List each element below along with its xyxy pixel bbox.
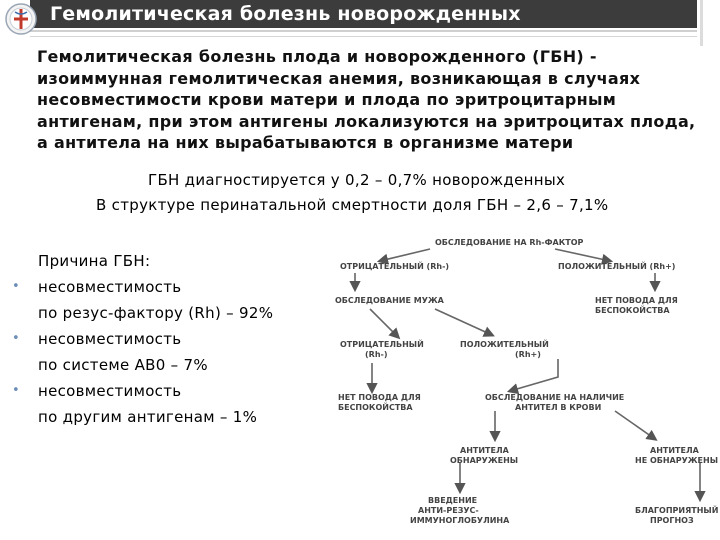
flow-treatment: ВВЕДЕНИЕ [428, 496, 478, 505]
cause-item-title: несовместимость [38, 330, 182, 348]
definition-line: изоиммунная гемолитическая анемия, возникающая в случаях [37, 68, 641, 88]
flow-prognosis: БЛАГОПРИЯТНЫЙ [635, 506, 719, 515]
definition-line: Гемолитическая болезнь плода и новорожденного (ГБН) - [37, 47, 597, 66]
slide-header [0, 0, 720, 30]
definition-line: несовместимости крови матери и плода по эритроцитарным [37, 90, 617, 109]
rh-screening-flowchart [310, 235, 719, 535]
flow-noworry-1b: БЕСПОКОЙСТВА [595, 306, 670, 315]
perinatal-stat: В структуре перинатальной смертности доля ГБН – 2,6 – 7,1% [96, 196, 609, 214]
flow-antibodies-notfound: АНТИТЕЛА [650, 446, 699, 455]
medical-emblem-icon [3, 2, 39, 36]
arrow-antibody-notfound [615, 411, 655, 439]
flow-antibody-test-b: АНТИТЕЛ В КРОВИ [515, 403, 602, 412]
flow-negative: ОТРИЦАТЕЛЬНЫЙ (Rh-) [340, 262, 450, 271]
flow-antibody-test: ОБСЛЕДОВАНИЕ НА НАЛИЧИЕ [485, 393, 625, 402]
flow-antibodies-notfound-b: НЕ ОБНАРУЖЕНЫ [635, 456, 719, 465]
header-side-rule [700, 0, 703, 46]
flow-husband-negative-b: (Rh-) [365, 350, 388, 359]
flow-noworry-2: НЕТ ПОВОДА ДЛЯ [338, 393, 421, 402]
flow-noworry-1: НЕТ ПОВОДА ДЛЯ [595, 296, 678, 305]
flow-treatment-b: АНТИ-РЕЗУС- [418, 506, 479, 515]
flow-treatment-c: ИММУНОГЛОБУЛИНА [410, 516, 510, 525]
flow-husband-test: ОБСЛЕДОВАНИЕ МУЖА [335, 296, 444, 305]
bullet-icon: • [12, 383, 20, 398]
cause-item-detail: по системе АВ0 – 7% [38, 356, 208, 374]
definition-line: антигенам, при этом антигены локализуются на эритроцитах плода, [37, 111, 696, 131]
incidence-stat: ГБН диагностируется у 0,2 – 0,7% новорожденных [148, 171, 566, 189]
header-divider-thin [30, 36, 697, 37]
flow-positive: ПОЛОЖИТЕЛЬНЫЙ (Rh+) [558, 262, 676, 271]
flow-root: ОБСЛЕДОВАНИЕ НА Rh-ФАКТОР [435, 238, 584, 247]
bullet-icon: • [12, 279, 20, 294]
arrow-husband-negative [370, 309, 398, 337]
flow-antibodies-found-b: ОБНАРУЖЕНЫ [450, 456, 519, 465]
arrow-root-positive [555, 249, 610, 261]
definition-line: а антитела на них вырабатываются в организме матери [37, 133, 574, 152]
arrow-husband-positive [435, 309, 492, 335]
arrow-positive-antibody [510, 359, 558, 391]
cause-item-title: несовместимость [38, 382, 182, 400]
bullet-icon: • [12, 331, 20, 346]
slide-title: Гемолитическая болезнь новорожденных [50, 3, 521, 25]
flow-husband-positive-b: (Rh+) [515, 350, 541, 359]
definition-paragraph [37, 46, 717, 154]
flow-antibodies-found: АНТИТЕЛА [460, 446, 509, 455]
cause-item-detail: по резус-фактору (Rh) – 92% [38, 304, 274, 322]
arrow-root-negative [380, 249, 430, 261]
causes-heading: Причина ГБН: [38, 252, 151, 270]
flow-husband-negative: ОТРИЦАТЕЛЬНЫЙ [340, 340, 424, 349]
cause-item-title: несовместимость [38, 278, 182, 296]
cause-item-detail: по другим антигенам – 1% [38, 408, 258, 426]
flow-husband-positive: ПОЛОЖИТЕЛЬНЫЙ [460, 340, 549, 349]
header-divider [30, 30, 697, 32]
flow-prognosis-b: ПРОГНОЗ [650, 516, 694, 525]
flow-noworry-2b: БЕСПОКОЙСТВА [338, 403, 413, 412]
